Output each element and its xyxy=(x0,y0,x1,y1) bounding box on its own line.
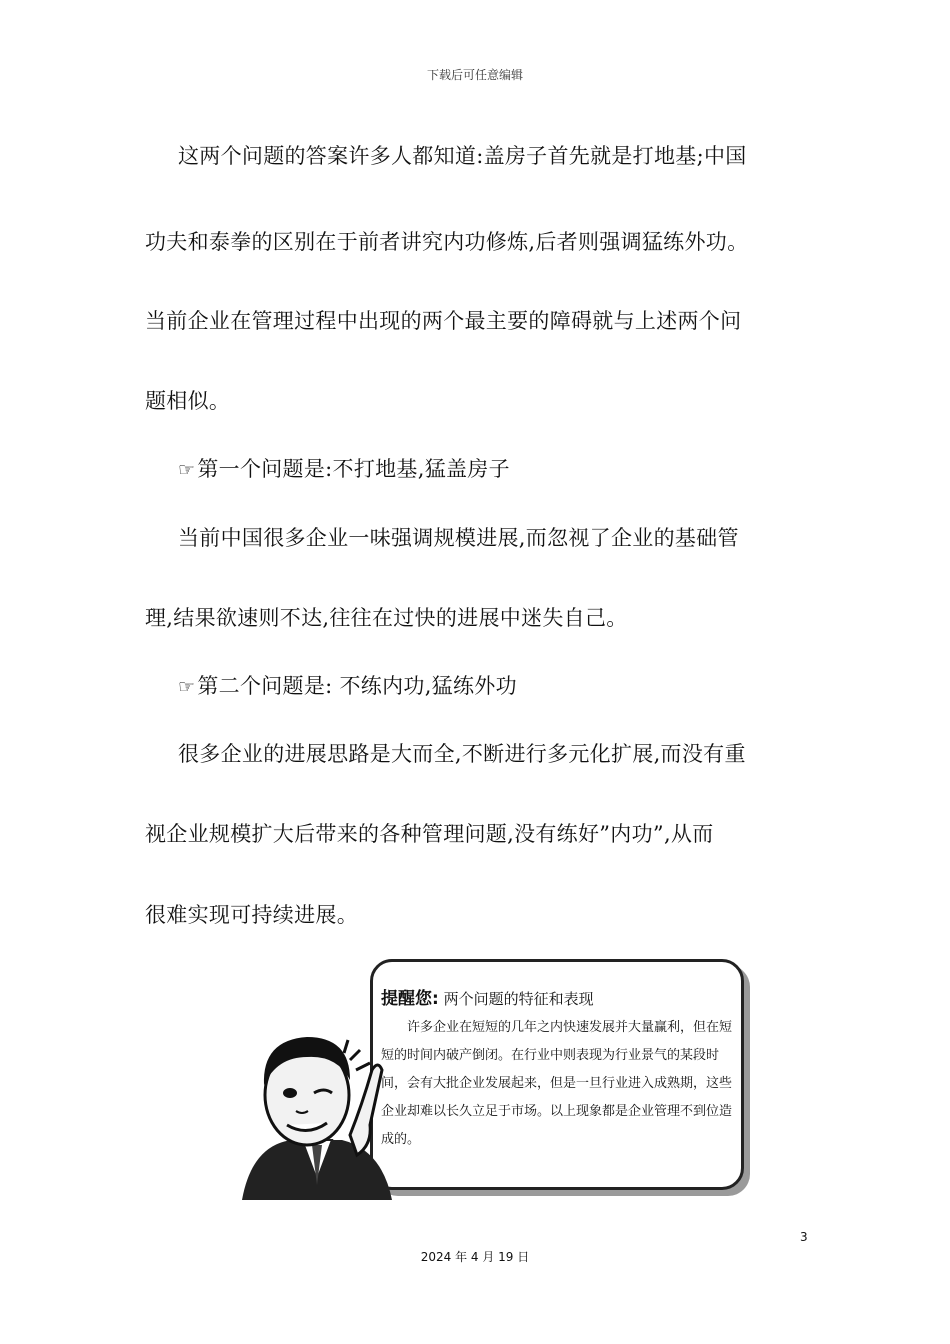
paragraph-4-line-2: 视企业规模扩大后带来的各种管理问题,没有练好”内功”,从而 xyxy=(145,822,714,846)
paragraph-2-line-2: 题相似。 xyxy=(145,389,231,413)
paragraph-3-line-2: 理,结果欲速则不达,往往在过快的进展中迷失自己。 xyxy=(145,606,628,630)
paragraph-4-line-1: 很多企业的进展思路是大而全,不断进行多元化扩展,而没有重 xyxy=(178,742,746,766)
problem-1-heading: ☞第一个问题是:不打地基,猛盖房子 xyxy=(178,457,510,481)
callout-body: 许多企业在短短的几年之内快速发展并大量赢利，但在短短的时间内破产倒闭。在行业中则表现为行业景气的某段时间，会有大批企业发展起来，但是一旦行业进入成熟期，这些企业却难以长久立足于市场。以上现象都是企业管理不到位造成的。 xyxy=(381,1020,733,1147)
page-header: 下载后可任意编辑 xyxy=(426,68,523,82)
reminder-illustration xyxy=(232,955,747,1200)
page-number: 3 xyxy=(800,1230,808,1244)
pointing-man-illustration xyxy=(232,1015,402,1200)
paragraph-1-line-2: 功夫和泰拳的区别在于前者讲究内功修炼,后者则强调猛练外功。 xyxy=(145,230,749,254)
paragraph-1-line-1: 这两个问题的答案许多人都知道:盖房子首先就是打地基;中国 xyxy=(178,144,747,168)
problem-2-heading: ☞第二个问题是: 不练内功,猛练外功 xyxy=(178,674,517,698)
page-footer-date: 2024 年 4 月 19 日 xyxy=(420,1250,530,1264)
paragraph-2-line-1: 当前企业在管理过程中出现的两个最主要的障碍就与上述两个问 xyxy=(145,309,742,333)
paragraph-3-line-1: 当前中国很多企业一味强调规模进展,而忽视了企业的基础管 xyxy=(178,526,739,550)
paragraph-4-line-3: 很难实现可持续进展。 xyxy=(145,903,358,927)
reminder-callout xyxy=(370,959,744,1190)
callout-title: 提醒您: 两个问题的特征和表现 xyxy=(381,989,594,1009)
pointing-hand-icon: ☞ xyxy=(178,459,196,481)
pointing-hand-icon: ☞ xyxy=(178,676,196,698)
